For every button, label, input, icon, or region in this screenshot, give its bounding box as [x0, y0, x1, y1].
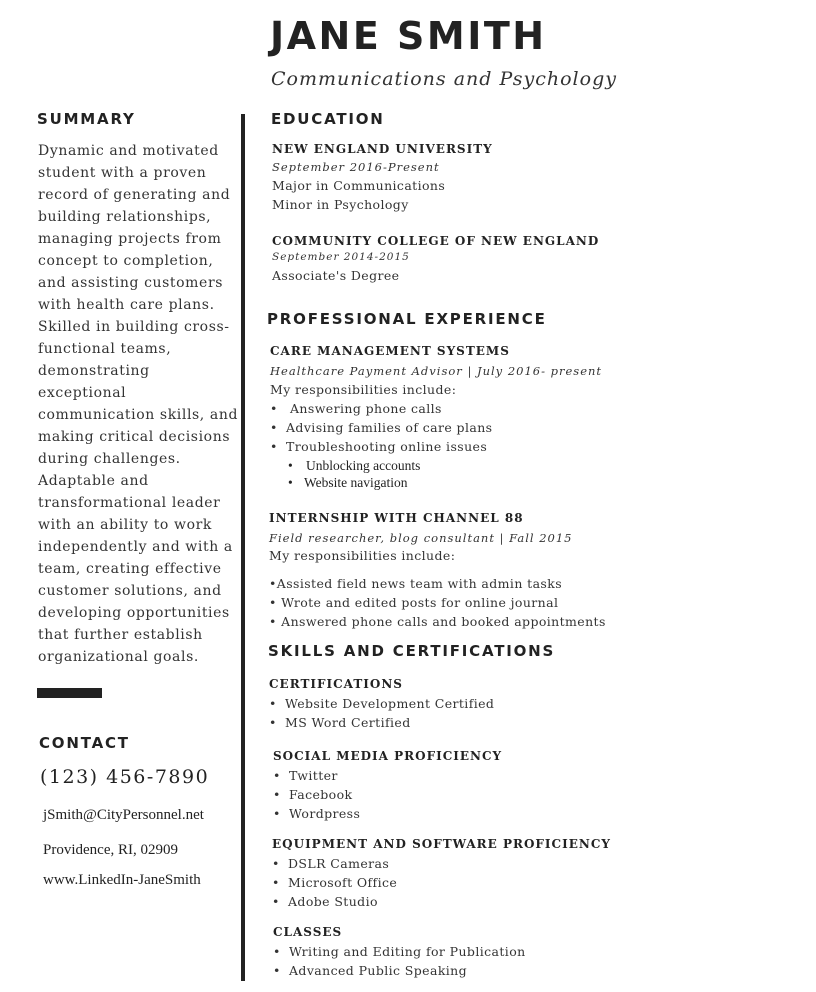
list-item-text: DSLR Cameras	[288, 856, 390, 871]
summary-line: with health care plans.	[38, 297, 215, 313]
list-item-text: MS Word Certified	[285, 715, 411, 730]
summary-line: making critical decisions	[38, 429, 231, 445]
contact-location: Providence, RI, 02909	[43, 842, 178, 858]
summary-line: exceptional	[38, 385, 127, 401]
list-item	[273, 768, 338, 783]
list-item-text: Answering phone calls	[290, 401, 442, 416]
page-subtitle: Communications and Psychology	[271, 68, 617, 90]
job-intro: My responsibilities include:	[269, 548, 456, 563]
summary-heading: SUMMARY	[37, 110, 136, 128]
list-item-text: Advising families of care plans	[286, 420, 493, 435]
page-title: JANE SMITH	[270, 14, 547, 58]
list-item	[270, 439, 487, 454]
skills-subheading: EQUIPMENT AND SOFTWARE PROFICIENCY	[272, 837, 611, 851]
contact-phone: (123) 456-7890	[40, 766, 210, 788]
list-item	[269, 696, 494, 711]
summary-text	[38, 140, 238, 668]
summary-line: Adaptable and	[38, 473, 149, 489]
summary-line: transformational leader	[38, 495, 221, 511]
contact-heading: CONTACT	[39, 734, 130, 752]
list-item-text: Adobe Studio	[288, 894, 378, 909]
list-item-text: Website navigation	[304, 475, 408, 490]
school-detail: Associate's Degree	[272, 268, 400, 283]
summary-line: with an ability to work	[38, 517, 212, 533]
school-name: NEW ENGLAND UNIVERSITY	[272, 142, 493, 156]
summary-line: during challenges.	[38, 451, 181, 467]
skills-heading: SKILLS AND CERTIFICATIONS	[268, 642, 556, 660]
summary-line: concept to completion,	[38, 253, 214, 269]
job-intro: My responsibilities include:	[270, 382, 457, 397]
summary-line: managing projects from	[38, 231, 222, 247]
summary-line: organizational goals.	[38, 649, 199, 665]
list-item-text: Website Development Certified	[285, 696, 495, 711]
summary-line: building relationships,	[38, 209, 212, 225]
summary-line: customer solutions, and	[38, 583, 222, 599]
list-item-text: Unblocking accounts	[306, 458, 421, 473]
job-role: Field researcher, blog consultant | Fall 2015	[269, 531, 573, 545]
summary-line: Skilled in building cross-	[38, 319, 230, 335]
list-item: •Assisted field news team with admin tasks	[269, 576, 563, 591]
summary-line: independently and with a	[38, 539, 233, 555]
list-item	[272, 894, 378, 909]
summary-line: functional teams,	[38, 341, 172, 357]
list-item	[273, 944, 526, 959]
section-divider-bar	[37, 688, 102, 698]
list-item	[269, 715, 411, 730]
school-dates: September 2016-Present	[272, 160, 440, 174]
school-detail: Minor in Psychology	[272, 197, 409, 212]
summary-line: developing opportunities	[38, 605, 230, 621]
job-org: INTERNSHIP WITH CHANNEL 88	[269, 511, 524, 525]
list-item-text: Advanced Public Speaking	[289, 963, 468, 978]
skills-subheading: SOCIAL MEDIA PROFICIENCY	[273, 749, 503, 763]
summary-line: that further establish	[38, 627, 203, 643]
contact-website[interactable]: www.LinkedIn-JaneSmith	[43, 872, 201, 888]
summary-line: Dynamic and motivated	[38, 143, 219, 159]
column-divider	[241, 114, 245, 981]
experience-heading: PROFESSIONAL EXPERIENCE	[267, 310, 547, 328]
list-item-text: Microsoft Office	[288, 875, 398, 890]
job-role: Healthcare Payment Advisor | July 2016- present	[270, 364, 603, 378]
summary-line: demonstrating	[38, 363, 150, 379]
list-item-text: Facebook	[289, 787, 353, 802]
list-item	[273, 963, 467, 978]
skills-subheading: CERTIFICATIONS	[269, 677, 403, 691]
list-subitem	[288, 458, 420, 474]
summary-line: communication skills, and	[38, 407, 239, 423]
list-item: • Answered phone calls and booked appointments	[269, 614, 606, 629]
list-item-text: Twitter	[289, 768, 338, 783]
summary-line: student with a proven	[38, 165, 207, 181]
list-item	[272, 856, 389, 871]
summary-line: record of generating and	[38, 187, 231, 203]
list-item	[273, 787, 353, 802]
list-item-text: Wordpress	[289, 806, 361, 821]
list-subitem	[288, 475, 408, 491]
school-detail: Major in Communications	[272, 178, 446, 193]
list-item	[270, 420, 492, 435]
job-org: CARE MANAGEMENT SYSTEMS	[270, 344, 510, 358]
summary-line: and assisting customers	[38, 275, 224, 291]
list-item: • Wrote and edited posts for online journal	[269, 595, 559, 610]
list-item	[270, 401, 442, 416]
list-item-text: Troubleshooting online issues	[286, 439, 488, 454]
list-item-text: Writing and Editing for Publication	[289, 944, 526, 959]
skills-subheading: CLASSES	[273, 925, 343, 939]
summary-line: team, creating effective	[38, 561, 222, 577]
education-heading: EDUCATION	[271, 110, 385, 128]
list-item	[273, 806, 360, 821]
school-dates: September 2014-2015	[272, 251, 410, 263]
school-name: COMMUNITY COLLEGE OF NEW ENGLAND	[272, 234, 600, 248]
contact-email[interactable]: jSmith@CityPersonnel.net	[43, 807, 204, 823]
list-item	[272, 875, 397, 890]
